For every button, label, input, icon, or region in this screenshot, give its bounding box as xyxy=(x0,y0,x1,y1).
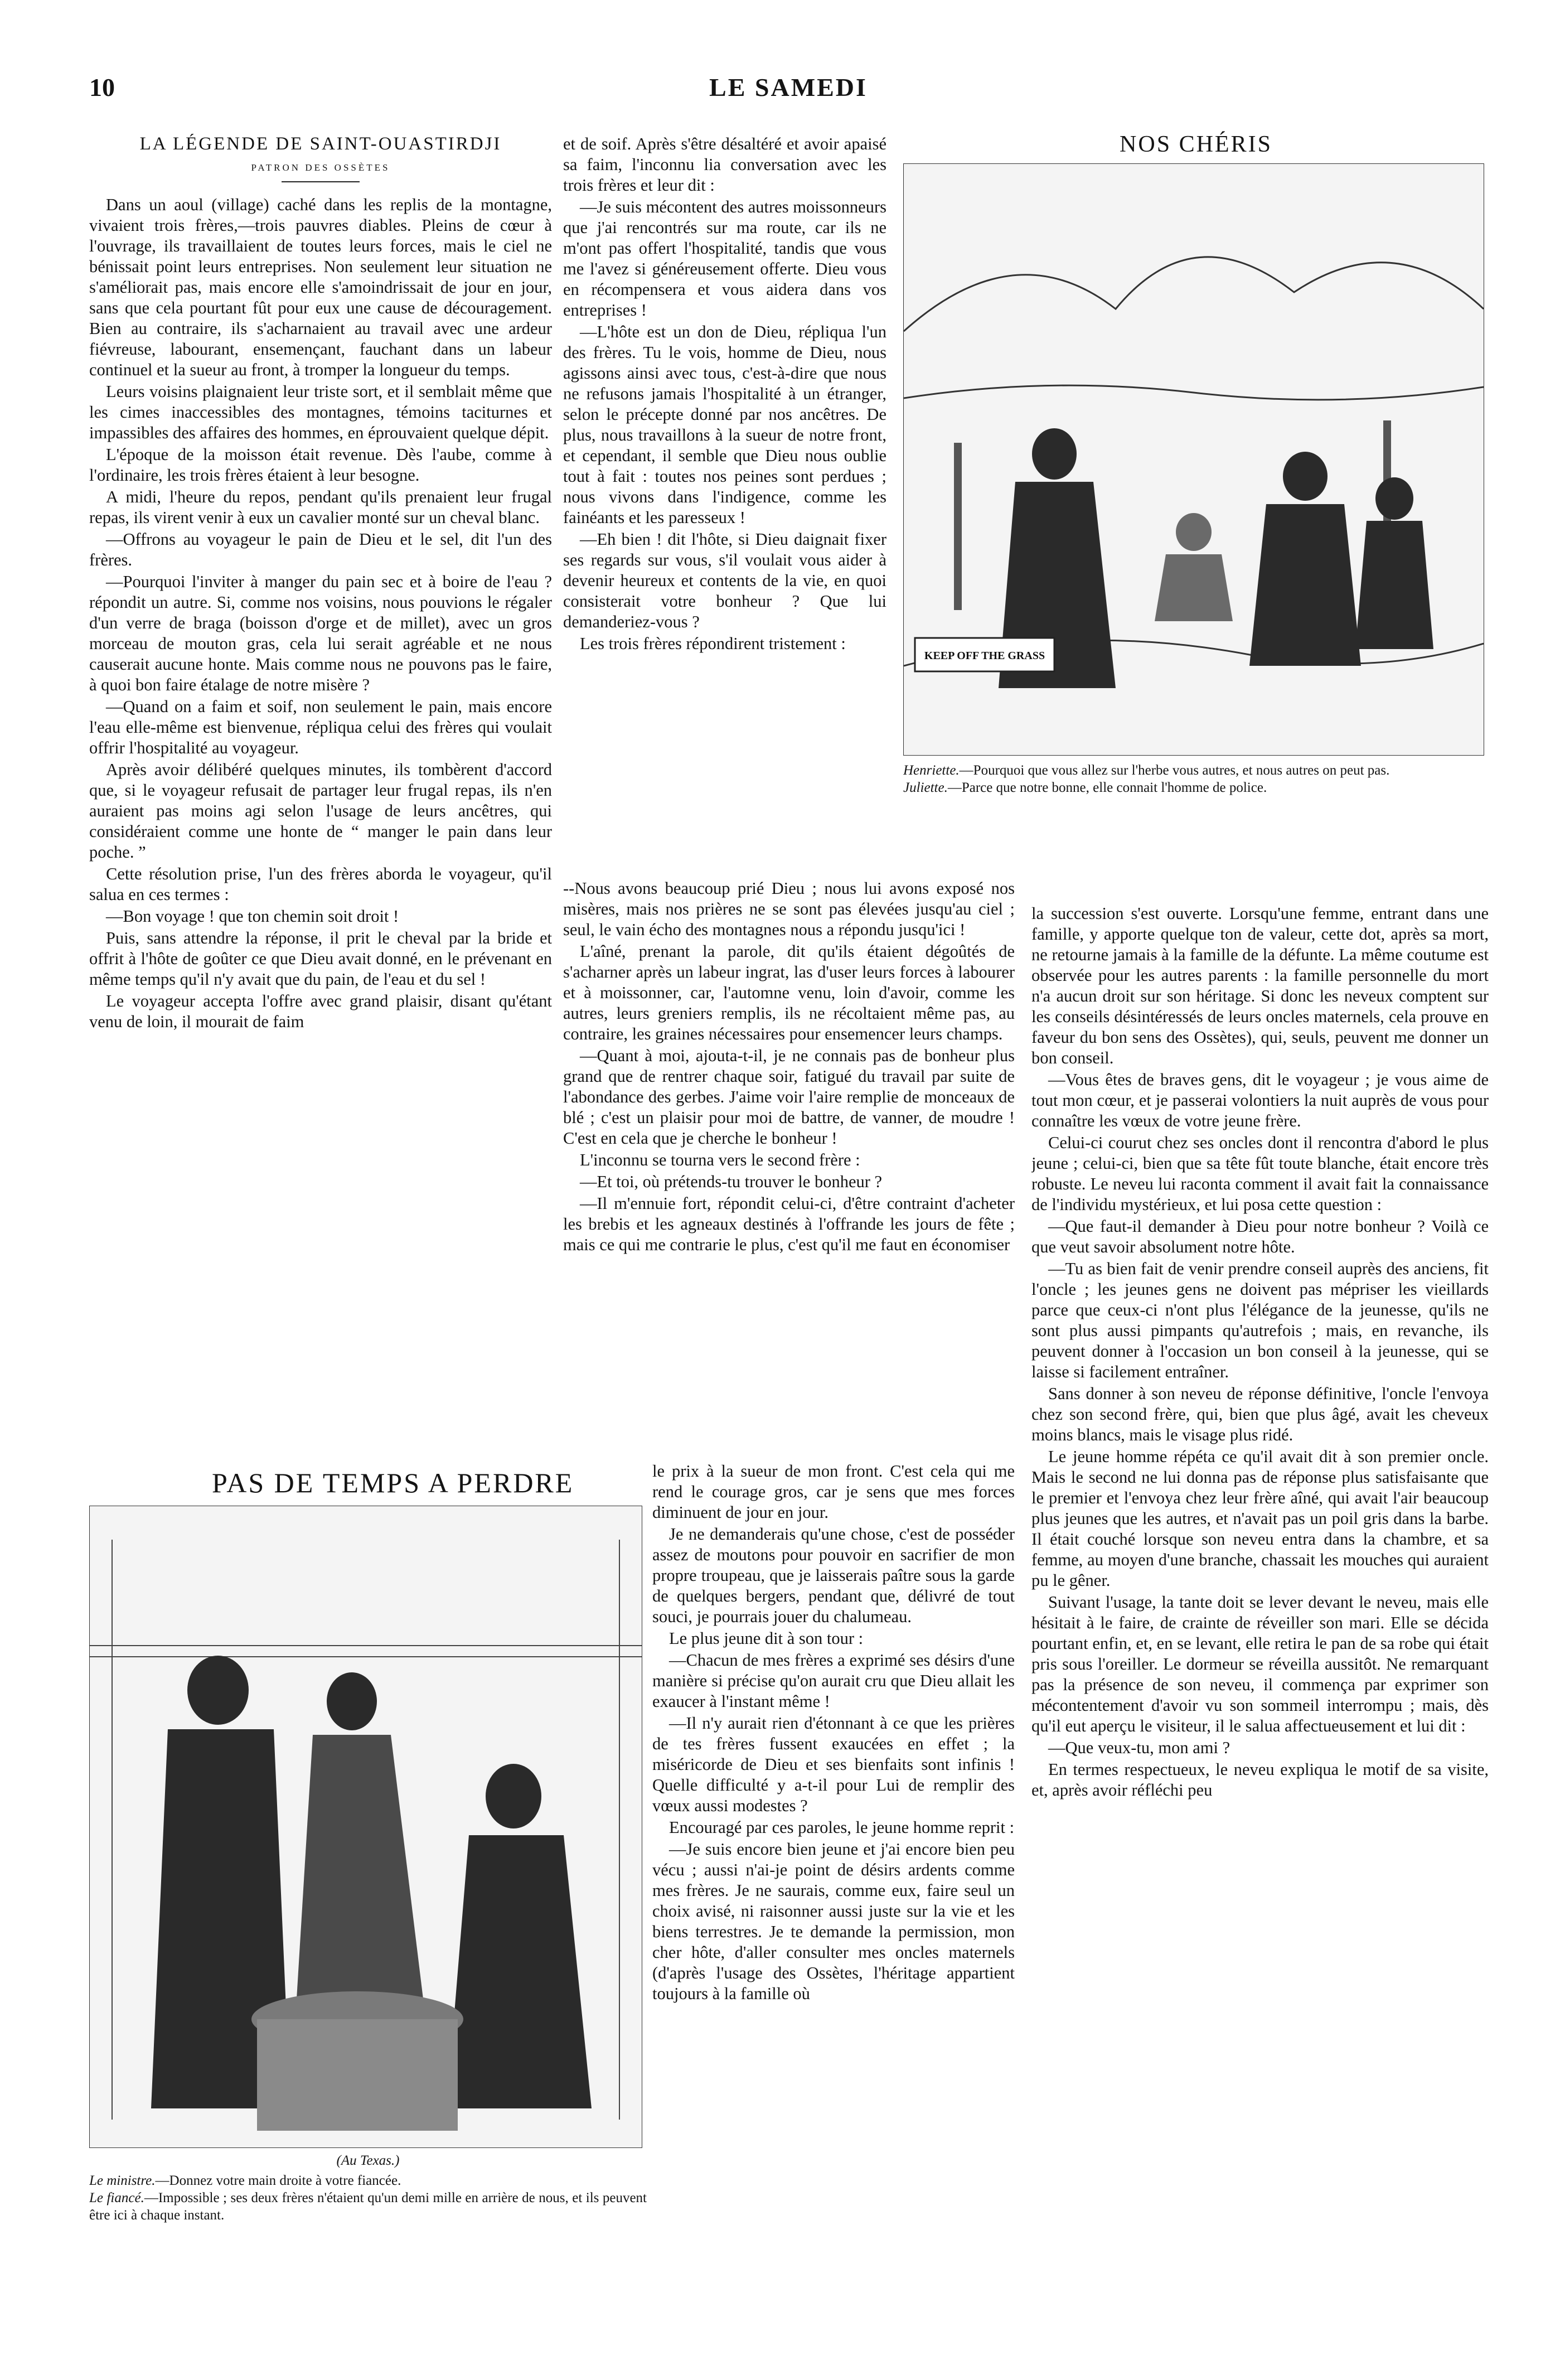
column-1 xyxy=(89,134,552,1472)
engraving-children-park xyxy=(903,163,1484,756)
paragraph: —Que faut-il demander à Dieu pour notre bonheur ? Voilà ce que veut savoir absolument notre hôte. xyxy=(1031,1217,1489,1256)
paragraph: Encouragé par ces paroles, le jeune homme reprit : xyxy=(669,1818,1015,1837)
paragraph: Puis, sans attendre la réponse, il prit le cheval par la bride et offrit à l'hôte de goûter ce que Dieu avait donné, en le prévenant en même temps qu'il n'y avait que du pain, de l'eau et du sel ! xyxy=(89,928,552,989)
paragraph: Dans un aoul (village) caché dans les replis de la montagne, vivaient trois frères,—trois pauvres diables. Pleins de cœur à l'ouvrage, ils travaillaient de toutes leurs forces, mais le ciel ne bénissait point leurs entreprises. Non seulement leur situation ne s'améliorait pas, mais encore elle s'amoindrissait de jour en jour, sans que cela pourtant fût pour eux une cause de découragement. Bien au contraire, ils s'acharnaient au travail avec une ardeur fiévreuse, labourant, ensemençant, fauchant dans un labeur continuel et la sueur au front, à tromper la longueur du temps. xyxy=(89,195,552,379)
paragraph: Après avoir délibéré quelques minutes, ils tombèrent d'accord que, si le voyageur refusait de partager leur frugal repas, ils n'en auraient pas moins agi selon l'usage de leurs ancêtres, qui considéraient comme une honte de “ manger le pain dans leur poche. ” xyxy=(89,760,552,862)
title-rule xyxy=(282,181,360,182)
paragraph: la succession s'est ouverte. Lorsqu'une femme, entrant dans une famille, y apporte quelque ton de valeur, cette dot, après sa mort, ne retourne jamais à la famille de la défunte. La même coutume est observée pour les autres parents : la famille personnelle du mort n'a aucun droit sur son héritage. Si donc les neveux comptent sur les conseils désintéressés de leurs oncles maternels, cela prouve en faveur du bon sens des Ossètes), qui, seuls, peuvent me donner un bon conseil. xyxy=(1031,904,1489,1067)
paragraph: —Offrons au voyageur le pain de Dieu et le sel, dit l'un des frères. xyxy=(89,530,552,569)
paragraph: —Quand on a faim et soif, non seulement le pain, mais encore l'eau elle-même est bienvenue, répliqua celui des frères qui voulait offrir l'hospitalité au voyageur. xyxy=(89,697,552,757)
article-subtitle: PATRON DES OSSÈTES xyxy=(251,162,390,173)
paragraph: L'époque de la moisson était revenue. Dès l'aube, comme à l'ordinaire, les trois frères étaient à leur besogne. xyxy=(89,445,552,485)
speaker-henriette: Henriette. xyxy=(903,763,960,778)
caption-pas-de-temps xyxy=(89,2172,647,2224)
paragraph: —Eh bien ! dit l'hôte, si Dieu daignait fixer ses regards sur vous, s'il voulait vous aider à devenir heureux et contents de la vie, en quoi consisterait votre bonheur ? Que lui demanderiez-vous ? xyxy=(563,530,886,631)
paragraph: —Je suis encore bien jeune et j'ai encore bien peu vécu ; aussi n'ai-je point de désirs ardents comme mes frères. Je ne saurais, comme eux, faire seul un choix avisé, ni raisonner aussi juste sur la vie et les biens terrestres. Je te demande la permission, mon cher hôte, d'aller consulter mes oncles maternels (d'après l'usage des Ossètes, l'héritage appartient toujours à la famille où xyxy=(652,1840,1015,2003)
paragraph: le prix à la sueur de mon front. C'est cela qui me rend le courage gros, car je sens que mes forces diminuent de jour en jour. xyxy=(652,1462,1015,1522)
column-2-wide xyxy=(563,878,1015,1469)
caption-line: —Donnez votre main droite à votre fiancée. xyxy=(155,2173,401,2188)
paragraph: En termes respectueux, le neveu expliqua le motif de sa visite, et, après avoir réfléchi peu xyxy=(1031,1760,1489,1799)
paragraph: Celui-ci courut chez ses oncles dont il rencontra d'abord le plus jeune ; celui-ci, bien que sa tête fût toute blanche, était encore très robuste. Le neveu lui raconta comment il avait fait la connaissance de l'individu mystérieux, et lui posa cette question : xyxy=(1031,1133,1489,1214)
paragraph: —Bon voyage ! que ton chemin soit droit ! xyxy=(106,907,399,926)
paragraph: Le plus jeune dit à son tour : xyxy=(669,1629,864,1648)
illustration-pas-de-temps xyxy=(89,1467,647,2303)
paragraph: et de soif. Après s'être désaltéré et avoir apaisé sa faim, l'inconnu lia conversation avec les trois frères et leur dit : xyxy=(563,134,886,195)
journal-title: LE SAMEDI xyxy=(709,73,868,101)
caption-line: —Parce que notre bonne, elle connait l'homme de police. xyxy=(947,780,1267,795)
paragraph: —Chacun de mes frères a exprimé ses désirs d'une manière si précise qu'on aurait cru que Dieu allait les exaucer à l'instant même ! xyxy=(652,1651,1015,1711)
speaker-fiance: Le fiancé. xyxy=(89,2190,144,2205)
page-number: 10 xyxy=(89,73,115,101)
column-2-lower xyxy=(652,1461,1015,2353)
paragraph: —Que veux-tu, mon ami ? xyxy=(1048,1738,1230,1757)
paragraph: Suivant l'usage, la tante doit se lever devant le neveu, mais elle hésitait à le faire, de crainte de réveiller son mari. Elle se décida pourtant enfin, et, en se levant, elle retira le pan de sa robe qui était pris sous l'oreiller. Le dormeur se réveilla aussitôt. Ne remarquant pas la présence de son neveu, il commença par exprimer son mécontentement d'avoir vu son sommeil interrompu ; mais, dès qu'il eut aperçu le visiteur, il le salua affectueusement et lui dit : xyxy=(1031,1593,1489,1735)
paragraph: —Il n'y aurait rien d'étonnant à ce que les prières de tes frères fussent exaucées en effet ; la miséricorde de Dieu et ses bienfaits sont infinis ! Quelle difficulté y a-t-il pour Lui de remplir des vœux aussi modestes ? xyxy=(652,1714,1015,1815)
paragraph: Sans donner à son neveu de réponse définitive, l'oncle l'envoya chez son second frère, qui, bien que plus âgé, avait les cheveux moins blancs, mais le visage plus ridé. xyxy=(1031,1384,1489,1444)
keep-off-sign-text: KEEP OFF THE GRASS xyxy=(924,650,1045,662)
paragraph: —L'hôte est un don de Dieu, répliqua l'un des frères. Tu le vois, homme de Dieu, nous agissons ainsi avec tous, c'est-à-dire que nous ne refusons jamais l'hospitalité à un étranger, selon le précepte donné par nos ancêtres. De plus, nous travaillons à la sueur de notre front, et cependant, il semble que Dieu nous oublie tout à fait : toutes nos peines sont perdues ; nous vivons dans l'indigence, comme les fainéants et les paresseux ! xyxy=(563,322,886,527)
caption-place: (Au Texas.) xyxy=(336,2153,400,2168)
paragraph: —Quant à moi, ajouta-t-il, je ne connais pas de bonheur plus grand que de rentrer chaque soir, fatigué du travail par suite de l'abondance des gerbes. J'aime voir l'aire remplie de monceaux de blé ; c'est un plaisir pour moi de battre, de vanner, de moudre ! C'est en cela que je cherche le bonheur ! xyxy=(563,1046,1015,1148)
illustration-title: NOS CHÉRIS xyxy=(1120,132,1272,157)
engraving-wedding-texas xyxy=(89,1506,642,2148)
paragraph: L'aîné, prenant la parole, dit qu'ils étaient dégoûtés de s'acharner après un labeur ingrat, las d'user leurs forces à labourer et à moissonner, car, l'automne venu, loin d'avoir, comme les autres, leurs greniers remplis, ils ne récoltaient même pas, au contraire, les graines nécessaires pour ensemencer leurs champs. xyxy=(563,942,1015,1043)
paragraph: Cette résolution prise, l'un des frères aborda le voyageur, qu'il salua en ces termes : xyxy=(89,864,552,904)
paragraph: Je ne demanderais qu'une chose, c'est de posséder assez de moutons pour pouvoir en sacrifier de mon propre troupeau, que je laisserais paître sous la garde de quelques bergers, pendant que, délivré de tout souci, je pourrais jouer du chalumeau. xyxy=(652,1525,1015,1626)
paragraph: —Je suis mécontent des autres moissonneurs que j'ai rencontrés sur ma route, car ils ne m'ont pas offert l'hospitalité, tandis que vous me l'avez si généreusement offerte. Dieu vous en récompensera et vous aidera dans vos entreprises ! xyxy=(563,197,886,320)
paragraph: Le jeune homme répéta ce qu'il avait dit à son premier oncle. Mais le second ne lui donna pas de réponse plus satisfaisante que le premier et l'envoya chez leur frère aîné, qui avait l'air beaucoup plus jeunes que les autres, et n'avait pas un poil gris dans la barbe. Il était couché lorsque son neveu entra dans la chambre, et sa femme, au moyen d'une branche, chassait les mouches qui auraient pu le gêner. xyxy=(1031,1447,1489,1590)
paragraph: —Tu as bien fait de venir prendre conseil auprès des anciens, fit l'oncle ; les jeunes gens ne doivent pas mépriser les vieillards parce que ceux-ci n'ont plus l'élégance de la jeunesse, qu'ils ne sont plus aussi pimpants qu'autrefois ; mais, en revanche, ils peuvent donner à l'occasion un bon conseil à la jeunesse, qui se laisse si facilement entraîner. xyxy=(1031,1259,1489,1381)
paragraph: —Vous êtes de braves gens, dit le voyageur ; je vous aime de tout mon cœur, et je passerai volontiers la nuit auprès de vous pour connaître les vœux de votre jeune frère. xyxy=(1031,1070,1489,1130)
paragraph: L'inconnu se tourna vers le second frère : xyxy=(580,1150,860,1169)
paragraph: —Il m'ennuie fort, répondit celui-ci, d'être contraint d'acheter les brebis et les agneaux destinés à l'offrande les jours de fête ; mais ce qui me contrarie le plus, c'est qu'il me faut en économiser xyxy=(563,1194,1015,1254)
paragraph: Leurs voisins plaignaient leur triste sort, et il semblait même que les cimes inaccessibles des montagnes, témoins taciturnes et impassibles des affaires des hommes, en éprouvaient quelque dépit. xyxy=(89,382,552,442)
caption-line: —Impossible ; ses deux frères n'étaient qu'un demi mille en arrière de nous, et ils peuvent être ici à chaque instant. xyxy=(89,2190,647,2223)
illustration-nos-cheris xyxy=(903,131,1489,895)
article-title: LA LÉGENDE DE SAINT-OUASTIRDJI xyxy=(139,134,502,154)
caption-nos-cheris xyxy=(903,762,1489,796)
column-3 xyxy=(1031,903,1489,2353)
paragraph: Le voyageur accepta l'offre avec grand plaisir, disant qu'étant venu de loin, il mourait de faim xyxy=(89,991,552,1031)
paragraph: —Pourquoi l'inviter à manger du pain sec et à boire de l'eau ? répondit un autre. Si, comme nos voisins, nous pouvions le régaler d'un verre de braga (boisson d'orge et de millet), avec un gros morceau de mouton gras, cela lui serait agréable et ne nous causerait aucune honte. Mais comme nous ne pouvons pas le faire, à quoi bon faire étalage de notre misère ? xyxy=(89,572,552,694)
caption-line: —Pourquoi que vous allez sur l'herbe vous autres, et nous autres on peut pas. xyxy=(959,763,1390,778)
page-header xyxy=(89,72,1488,112)
paragraph: Les trois frères répondirent tristement : xyxy=(580,634,846,653)
speaker-ministre: Le ministre. xyxy=(89,2173,156,2188)
speaker-juliette: Juliette. xyxy=(903,780,948,795)
paragraph: —Et toi, où prétends-tu trouver le bonheur ? xyxy=(580,1172,883,1191)
paragraph: A midi, l'heure du repos, pendant qu'ils prenaient leur frugal repas, ils virent venir à eux un cavalier monté sur un cheval blanc. xyxy=(89,487,552,527)
paragraph: --Nous avons beaucoup prié Dieu ; nous lui avons exposé nos misères, mais nos prières ne se sont pas élevées jusqu'au ciel ; seul, le vain écho des montagnes nous a répondu jusqu'ici ! xyxy=(563,879,1015,939)
illustration-title: PAS DE TEMPS A PERDRE xyxy=(212,1467,574,1498)
